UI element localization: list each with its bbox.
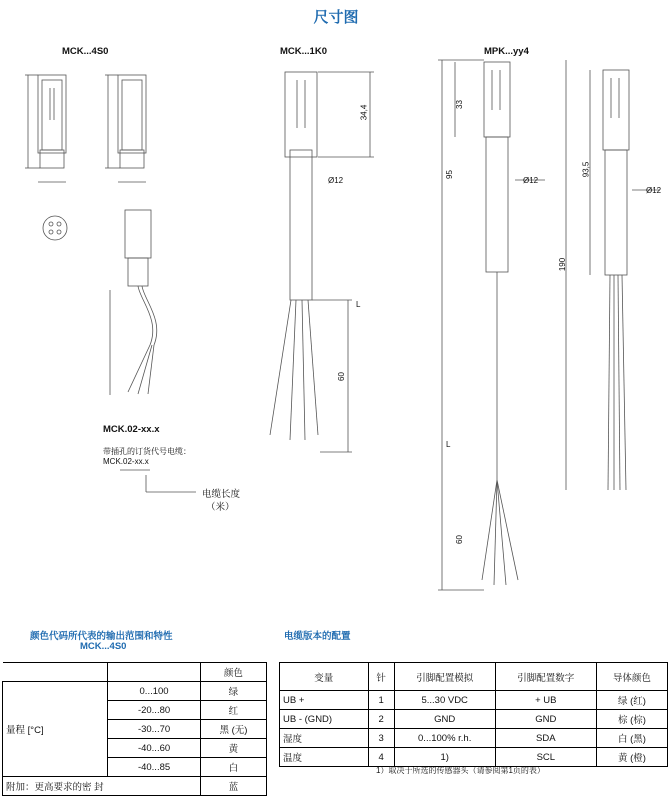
mck02-note1: 带插孔的订货代号电缆：: [103, 447, 191, 456]
page-title: 尺寸图: [313, 9, 359, 26]
mck02-cable-drawing: [110, 210, 157, 395]
mpk-len-dim: L: [446, 440, 451, 449]
mck1k0-cable-dim: 60: [336, 372, 346, 381]
mck1k0-len-dim: L: [356, 300, 361, 309]
mpk-len2-dim: 190: [558, 257, 568, 272]
extra-label: 附加：更高要求的密 封: [3, 777, 201, 796]
color-code-table: [2, 662, 267, 796]
table-row: 湿度 3 0...100% r.h. SDA 白 (黑): [280, 729, 668, 748]
table-row: -40...85 白: [3, 758, 267, 777]
pin-config-table: [279, 662, 668, 767]
color-table-subheading: MCK...4S0: [80, 641, 127, 652]
mck02-label: MCK.02-xx.x: [103, 424, 160, 435]
table-row: 量程 [°C] 0...100 绿: [3, 682, 267, 701]
table-row: UB - (GND) 2 GND GND 棕 (棕): [280, 710, 668, 729]
mck4s0-front-view: [25, 75, 66, 182]
table-row: 附加：更高要求的密 封 蓝: [3, 777, 267, 796]
mpk-total-dim: 93,5: [581, 161, 591, 178]
mck1k0-drawing: [270, 72, 374, 452]
mck4s0-label: MCK...4S0: [62, 46, 109, 57]
table-row: UB + 1 5...30 VDC + UB 绿 (红): [280, 691, 668, 710]
mck4s0-side-view: [105, 75, 146, 182]
mpk-left-drawing: [438, 60, 545, 590]
table-row: -40...60 黄: [3, 739, 267, 758]
table-row: 变量 针 引脚配置模拟 引脚配置数字 导体颜色: [280, 663, 668, 691]
mpk-body-dim: 95: [444, 170, 454, 179]
mck02-note2: MCK.02-xx.x: [103, 457, 149, 466]
mck1k0-head-dim: 34,4: [359, 104, 369, 121]
table-row: [3, 663, 267, 682]
table-row: -30...70 黑 (无): [3, 720, 267, 739]
mck1k0-label: MCK...1K0: [280, 46, 327, 57]
table-row: -20...80 红: [3, 701, 267, 720]
table-row: 温度 4 1) SCL 黄 (橙): [280, 748, 668, 767]
length-callout: [120, 470, 196, 492]
mpk-label: MPK...yy4: [484, 46, 529, 57]
mpk-cable-dim: 60: [454, 535, 464, 544]
col-header-color: 颜色: [200, 663, 266, 682]
mpk-dia1-dim: Ø12: [523, 176, 539, 185]
connector-face: [43, 216, 67, 240]
pin-table-heading: 电缆版本的配置: [284, 631, 351, 642]
mck1k0-dia-dim: Ø12: [328, 176, 344, 185]
pin-table-footnote: 1）取决于所选的传感器头（请参阅第1页的表）: [376, 766, 545, 775]
callout-unit: （米）: [206, 502, 235, 513]
range-label: 量程 [°C]: [3, 682, 108, 777]
color-table-heading: 颜色代码所代表的输出范围和特性: [30, 631, 173, 642]
callout-length: 电缆长度: [202, 489, 241, 500]
mpk-dia2-dim: Ø12: [646, 186, 662, 195]
mpk-head-dim: 33: [454, 100, 464, 109]
mpk-right-drawing: [566, 60, 660, 490]
